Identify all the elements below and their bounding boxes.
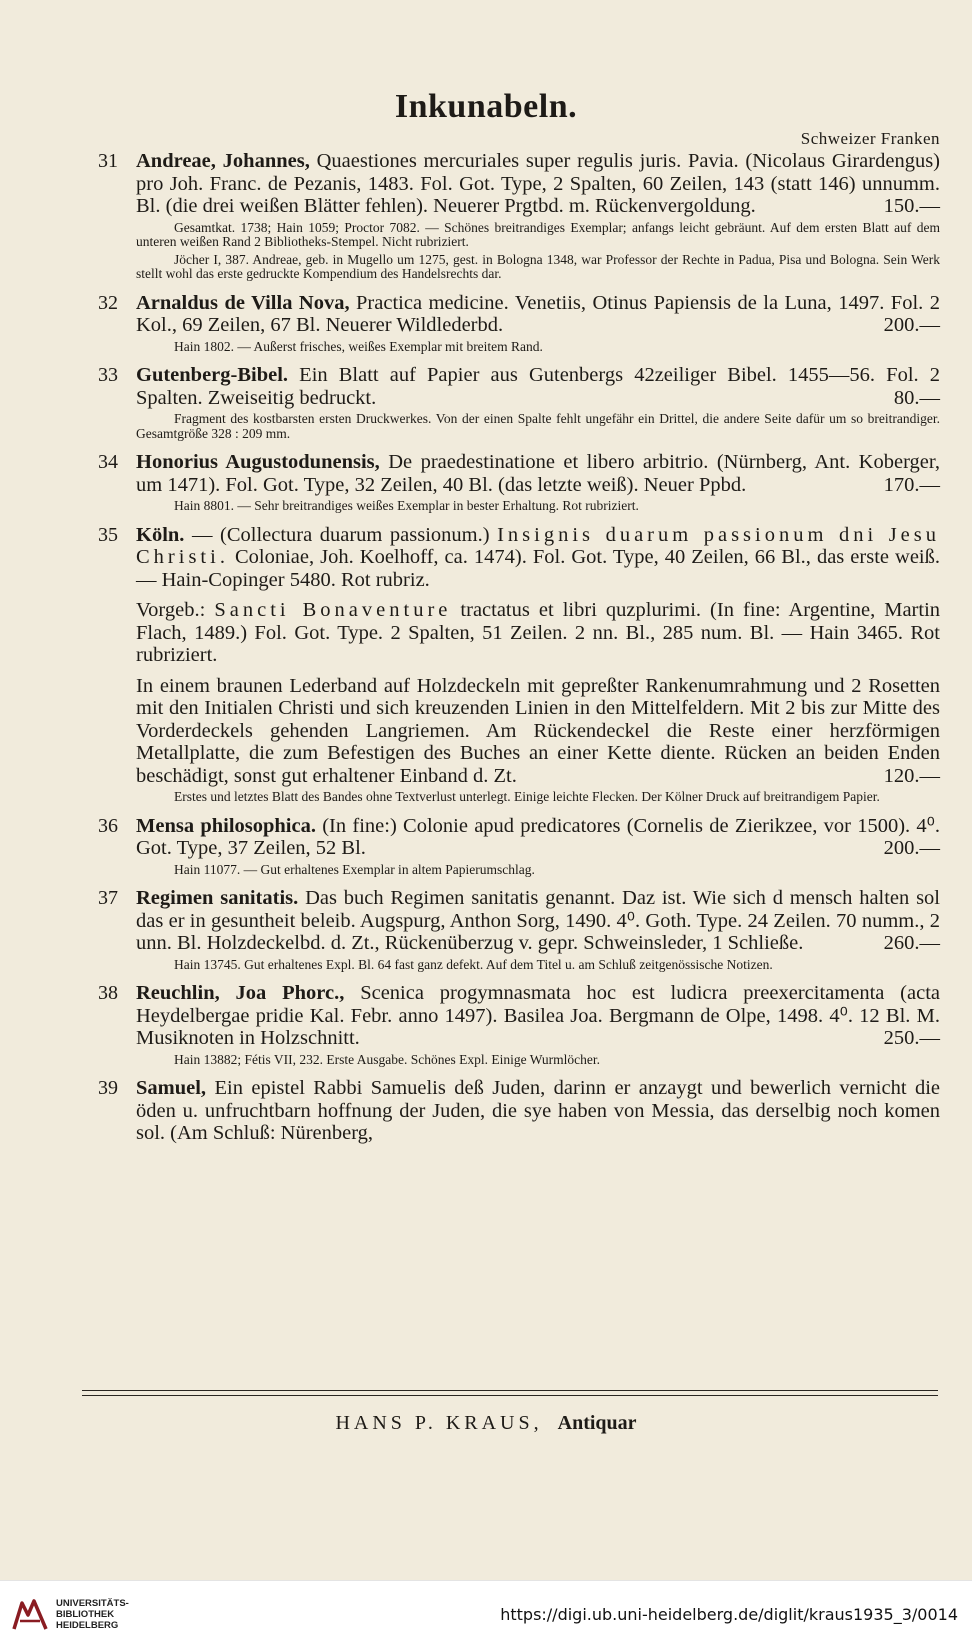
entry-note: Hain 13745. Gut erhaltenes Expl. Bl. 64 fast ganz defekt. Auf dem Titel u. am Schluß zeitgenössische Notizen. [174,956,773,972]
entry-note: Fragment des kostbarsten ersten Druckwerkes. Von der einen Spalte fehlt ungefähr ein Drittel, die andere Seite dafür um so breitrandiger. Gesamtgröße 328 : 209 mm. [136,411,940,441]
entry-39 [100,1077,940,1145]
footer-firm: HANS P. KRAUS, [335,1412,543,1434]
entry-price: 250.— [883,1027,940,1049]
entry-text: Quaestiones mercuriales super regulis juris. Pavia. (Nicolaus Girardengus) pro Joh. Franc. de Pezanis, 1483. Fol. Got. Type, 2 Spalten, 60 Zeilen, 143 (statt 146) unnumm. Bl. (die drei weißen Blätter fehlen). Neuerer Prgtbd. m. Rückenvergoldung. [136,150,940,217]
entry-price: 150.— [883,195,940,217]
entry-spaced-title: Insignis duarum passionum dni Jesu Christi. [136,523,941,568]
entry-body [136,364,940,409]
entry-body [136,1077,940,1145]
entry-body [136,451,940,496]
entry-body [136,815,940,860]
entry-number: 37 [98,887,118,909]
entry-spaced-title: Sancti Bonaventure [214,599,452,621]
page-title: Inkunabeln. [394,88,578,125]
entry-head: Andreae, Johannes, [136,150,310,172]
footer-rule [82,1395,938,1396]
entry-number: 34 [98,451,118,473]
entry-text: Coloniae, Joh. Koelhoff, ca. 1474). Fol. Got. Type, 40 Zeilen, 66 Bl., das erste weiß. — Hain-Copinger 5480. Rot rubriz. [136,546,940,591]
entry-note: Hain 11077. — Gut erhaltenes Exemplar in altem Papierumschlag. [174,861,535,877]
entry-price: 80.— [893,386,940,409]
entry-head: Gutenberg-Bibel. [136,364,289,386]
entry-text: Vorgeb.: [136,599,206,621]
entry-body [136,524,940,592]
entry-text: Scenica progymnasmata hoc est ludicra preexercitamenta (acta Heydelbergae pridie Kal. Febr. anno 1497). Basilea Joa. Bergmann de Olpe, 1498. 4⁰. 12 Bl. M. Musiknoten in Holzschnitt. [136,982,940,1049]
entry-number: 35 [98,523,118,546]
entry-text: Ein epistel Rabbi Samuelis deß Juden, darinn er anzaygt und bewerlich vernicht die öden u. unfruchtbarn hoffnung der Juden, die sye haben von Messia, das derselbig noch komen sol. (Am Schluß: Nürenberg, [136,1077,940,1144]
entry-head: Regimen sanitatis. [136,887,299,909]
entry-note: Erstes und letztes Blatt des Bandes ohne Textverlust unterlegt. Einige leichte Flecken. Der Kölner Druck auf breitrandigem Papier. [174,789,880,804]
entry-list [100,150,940,1155]
entry-38 [100,982,940,1067]
entry-number: 38 [98,982,118,1004]
entry-body [136,292,940,337]
library-logo-text: UNIVERSITÄTS- BIBLIOTHEK HEIDELBERG [56,1598,129,1631]
entry-head: Mensa philosophica. [136,814,316,837]
entry-37 [100,887,940,972]
entry-text: Ein Blatt auf Papier aus Gutenbergs 42zeiliger Bibel. 1455—56. Fol. 2 Spalten. Zweiseitig bedruckt. [136,364,940,409]
footer-role: Antiquar [557,1412,637,1434]
viewer-bar [0,1580,972,1652]
entry-31 [100,150,940,282]
entry-33 [100,364,940,441]
entry-35 [100,524,940,805]
entry-note: Gesamtkat. 1738; Hain 1059; Proctor 7082. — Schönes breitrandiges Exemplar; anfangs leicht gebräunt. Auf dem ersten Blatt auf dem unteren weißen Rand 2 Bibliotheks-Stempel. Nicht rubriziert. [136,219,940,249]
entry-text: (In fine:) Colonie apud predicatores (Cornelis de Zierikzee, vor 1500). 4⁰. Got. Type, 37 Zeilen, 52 Bl. [136,814,940,859]
entry-number: 32 [98,291,118,314]
entry-text: Das buch Regimen sanitatis genannt. Daz ist. Wie sich d mensch halten sol das er in gesuntheit beleib. Augspurg, Anthon Sorg, 1490. 4⁰. Goth. Type. 24 Zeilen. 70 numm., 2 unn. Bl. Holzdeckelbd. d. Zt., Rückenüberzug v. gepr. Schweinsleder, 1 Schließe. [136,887,941,954]
entry-body [136,982,940,1050]
entry-number: 31 [98,150,118,172]
entry-note: Hain 13882; Fétis VII, 232. Erste Ausgabe. Schönes Expl. Einige Wurmlöcher. [174,1051,601,1067]
footer-rule [82,1390,938,1391]
page-footer [0,1412,972,1435]
entry-price: 200.— [883,837,940,859]
entry-number: 33 [98,364,118,386]
entry-text: Practica medicine. Venetiis, Otinus Papiensis de la Luna, 1497. Fol. 2 Kol., 69 Zeilen, 67 Bl. Neuerer Wildlederbd. [136,291,940,336]
entry-body [136,150,940,218]
entry-32 [100,292,940,355]
entry-price: 120.— [883,764,940,787]
entry-head: Samuel, [136,1077,207,1099]
entry-note: Hain 1802. — Außerst frisches, weißes Exemplar mit breitem Rand. [174,338,543,354]
entry-text: De praedestinatione et libero arbitrio. (Nürnberg, Ant. Koberger, um 1471). Fol. Got. Type, 32 Zeilen, 40 Bl. (das letzte weiß). Neuer Ppbd. [136,451,941,496]
entry-paragraph [136,675,940,788]
entry-number: 36 [98,814,118,837]
entry-text: In einem braunen Lederband auf Holzdeckeln mit gepreßter Rankenumrahmung und 2 Rosetten mit den Initialen Christi und sich kreuzenden Linien in den Mittelfeldern. Mit 2 bis zur Mitte des Vorderdeckels gehenden Langriemen. Am Rückendeckel die Reste einer herzförmigen Metallplatte, die zum Befestigen des Buches an einer Kette diente. Rücken an beiden Enden beschädigt, sonst gut erhaltener Einband d. Zt. [136,674,940,787]
entry-note: Hain 8801. — Sehr breitrandiges weißes Exemplar in bester Erhaltung. Rot rubriziert. [174,498,639,513]
entry-head: Arnaldus de Villa Nova, [136,291,350,314]
currency-label: Schweizer Franken [800,129,940,148]
entry-number: 39 [98,1077,118,1099]
entry-34 [100,451,940,514]
source-url[interactable]: https://digi.ub.uni-heidelberg.de/diglit/kraus1935_3/0014 [500,1605,958,1624]
entry-body [136,887,940,955]
entry-note: Jöcher I, 387. Andreae, geb. in Mugello um 1275, gest. in Bologna 1348, war Professor der Rechte in Padua, Pisa und Bologna. Sein Werk stellt wohl das erste gedruckte Kompendium des Handelsrechts dar. [136,251,940,281]
entry-head: Köln. [136,523,185,546]
entry-36 [100,815,940,878]
entry-head: Honorius Augustodunensis, [136,451,380,473]
entry-text: — (Collectura duarum passionum.) [191,523,490,546]
library-logo-icon [10,1595,50,1635]
entry-price: 200.— [883,314,940,336]
entry-text: tractatus et libri quzplurimi. (In fine: Argentine, Martin Flach, 1489.) Fol. Got. Type. 2 Spalten, 51 Zeilen. 2 nn. Bl., 285 num. Bl. — Hain 3465. Rot rubriziert. [136,599,941,666]
entry-paragraph [136,599,940,667]
entry-price: 170.— [883,473,940,496]
entry-head: Reuchlin, Joa Phorc., [136,982,345,1004]
entry-price: 260.— [883,932,940,954]
